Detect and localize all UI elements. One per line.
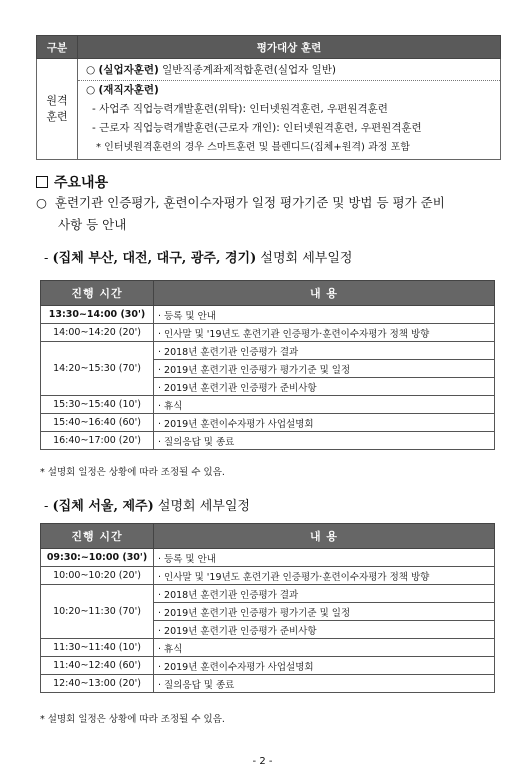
col-content-header: 내 용	[154, 524, 495, 549]
table-row: 13:30~14:00 (30') · 등록 및 안내	[41, 306, 495, 324]
page-number: - 2 -	[252, 756, 273, 767]
checkbox-square-icon	[36, 176, 48, 188]
header-target-training: 평가대상 훈련	[78, 36, 501, 59]
category-remote-training	[37, 59, 78, 160]
remote-training-note: * 인터넷원격훈련의 경우 스마트훈련 및 블렌디드(집체+원격) 과정 포함	[96, 142, 410, 153]
employer-training-line: - 사업주 직업능력개발훈련(위탁): 인터넷원격훈련, 우편원격훈련	[92, 103, 388, 115]
col-time-header: 진행 시간	[41, 524, 154, 549]
table-row: 14:00~14:20 (20') · 인사말 및 '19년도 훈련기관 인증평가·훈련이수자평가 정책 방향	[41, 324, 495, 342]
table-row: 14:20~15:30 (70') · 2018년 훈련기관 인증평가 결과	[41, 342, 495, 360]
table-row: · 2019년 훈련기관 인증평가 평가기준 및 일정	[41, 603, 495, 621]
section-description: ○ 훈련기관 인증평가, 훈련이수자평가 일정 평가기준 및 방법 등 평가 준비 사항 등 안내	[36, 195, 445, 232]
table-row: 12:40~13:00 (20') · 질의응답 및 종료	[41, 675, 495, 693]
header-category: 구분	[37, 36, 78, 59]
schedule1-title: - (집체 부산, 대전, 대구, 광주, 경기) 설명회 세부일정	[44, 251, 353, 266]
table-row: 10:00~10:20 (20') · 인사말 및 '19년도 훈련기관 인증평가·훈련이수자평가 정책 방향	[41, 567, 495, 585]
table-row: · 2019년 훈련기관 인증평가 준비사항	[41, 621, 495, 639]
table-row: 15:40~16:40 (60') · 2019년 훈련이수자평가 사업설명회	[41, 414, 495, 432]
schedule1-note: * 설명회 일정은 상황에 따라 조정될 수 있음.	[40, 467, 225, 478]
target-training-cell	[78, 59, 501, 160]
table-row: 11:40~12:40 (60') · 2019년 훈련이수자평가 사업설명회	[41, 657, 495, 675]
schedule2-title: - (집체 서울, 제주) 설명회 세부일정	[44, 499, 250, 514]
col-content-header: 내 용	[154, 281, 495, 306]
schedule1-table	[40, 280, 495, 450]
schedule2-table	[40, 523, 495, 693]
col-time-header: 진행 시간	[41, 281, 154, 306]
table-row: · 2019년 훈련기관 인증평가 준비사항	[41, 378, 495, 396]
worker-training-line: - 근로자 직업능력개발훈련(근로자 개인): 인터넷원격훈련, 우편원격훈련	[92, 122, 422, 134]
unemployed-training-line: ○ (실업자훈련) 일반직종계좌제적합훈련(실업자 일반)	[86, 64, 336, 76]
schedule2-note: * 설명회 일정은 상황에 따라 조정될 수 있음.	[40, 714, 225, 725]
table-row: 10:20~11:30 (70') · 2018년 훈련기관 인증평가 결과	[41, 585, 495, 603]
training-target-table	[36, 35, 501, 160]
section-heading: 주요내용	[36, 172, 108, 192]
employed-training-line: ○ (재직자훈련)	[86, 84, 159, 96]
table-row: 09:30:~10:00 (30') · 등록 및 안내	[41, 549, 495, 567]
table-row: 16:40~17:00 (20') · 질의응답 및 종료	[41, 432, 495, 450]
table-row: · 2019년 훈련기관 인증평가 평가기준 및 일정	[41, 360, 495, 378]
table-row: 11:30~11:40 (10') · 휴식	[41, 639, 495, 657]
bullet-circle-icon: ○	[36, 195, 47, 210]
table-row: 15:30~15:40 (10') · 휴식	[41, 396, 495, 414]
category-label: 원격 훈련	[46, 94, 68, 123]
